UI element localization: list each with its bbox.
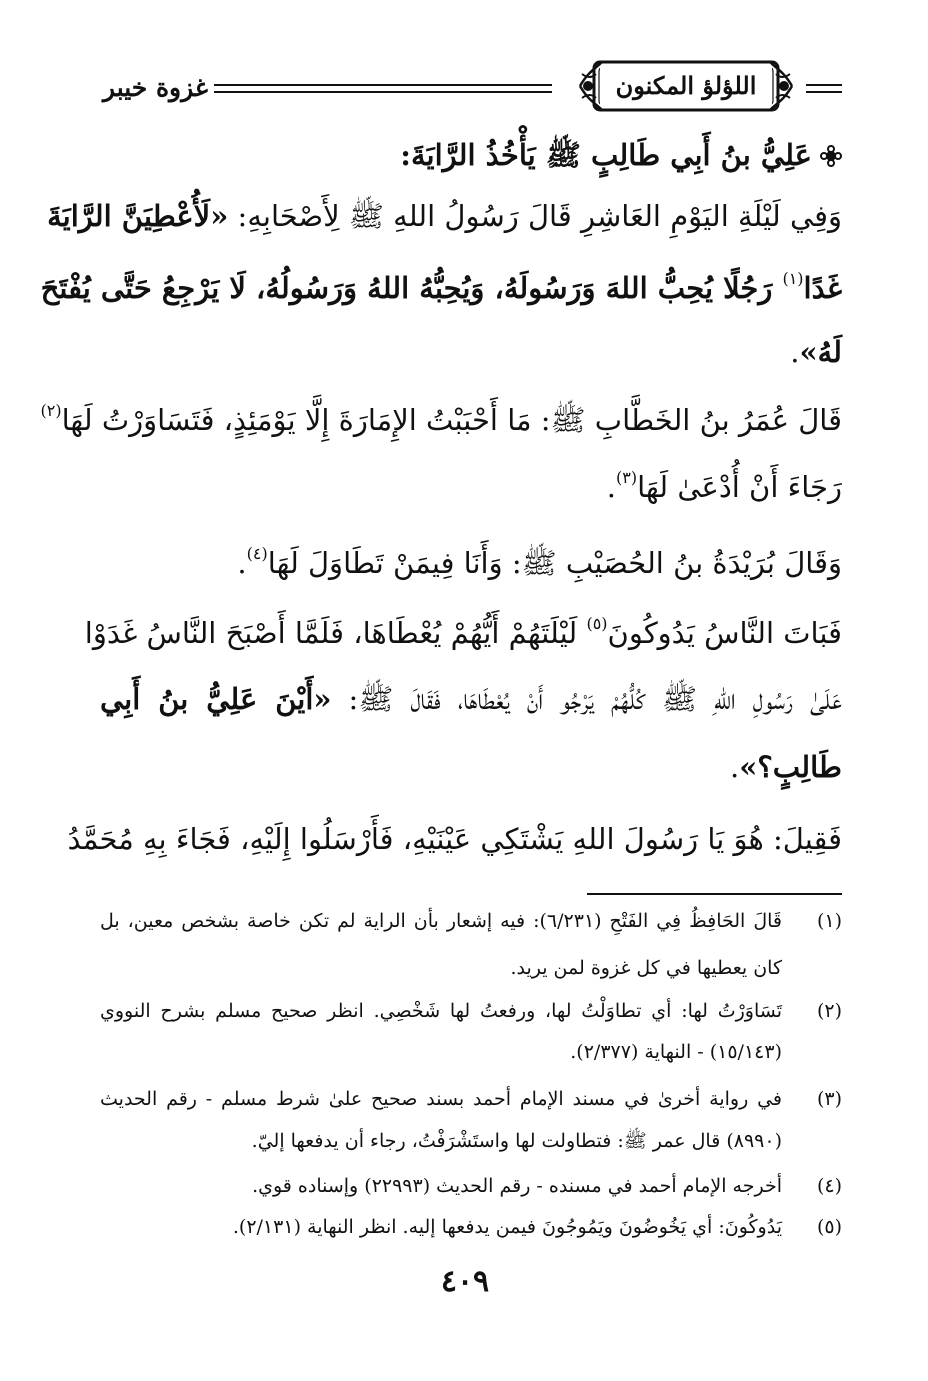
p4-l2-quote: «أَيْنَ عَلِيُّ بنُ أَبِي: [100, 682, 332, 716]
footnote-ref-2[interactable]: (٢): [40, 401, 62, 420]
p2-line-1: [40, 398, 842, 442]
p5-l1-text: فَقِيلَ: هُوَ يَا رَسُولَ اللهِ يَشْتَكِي عَيْنَيْهِ، فَأَرْسَلُوا إِلَيْهِ، فَجَاءَ بِهِ مُحَمَّدُ: [67, 822, 842, 856]
p4-l1-a: فَبَاتَ النَّاسُ يَدُوكُونَ: [607, 616, 842, 650]
footnote-separator: [587, 893, 842, 895]
p5-line-1: [67, 817, 842, 861]
book-title: اللؤلؤ المكنون: [600, 66, 772, 106]
footnote-2-number: (٢): [816, 1000, 842, 1022]
footnote-1-line-1: قَالَ الحَافِظُ فِي الفَتْحِ (٦/٢٣١): فيه إشعار بأن الراية لم تكن خاصة بشخص معين، بل: [100, 910, 782, 932]
p3-line-1: [237, 541, 842, 585]
chapter-title: غزوة خيبر: [102, 73, 208, 102]
p4-l3-quote: طَالِبٍ؟»: [739, 750, 842, 784]
footnote-3-line-2: (٨٩٩٠) قال عمر ﷺ: فتطاولت لها واستَشْرَفْتُ، رجاء أن يدفعها إليّ.: [251, 1130, 782, 1152]
p3-l1-text: وَقَالَ بُرَيْدَةُ بنُ الحُصَيْبِ ﷺ: وَأَنَا فِيمَنْ تَطَاوَلَ لَهَا: [267, 546, 842, 580]
p4-l3-end: .: [730, 750, 740, 784]
p1-l1-plain: وَفِي لَيْلَةِ اليَوْمِ العَاشِرِ قَالَ رَسُولُ اللهِ ﷺ لِأَصْحَابِهِ:: [228, 199, 842, 233]
footnote-2-line-1: تَسَاوَرْتُ لها: أي تطاوَلْتُ لها، ورفعتُ لها شَخْصِي. انظر صحيح مسلم بشرح النووي: [100, 1000, 782, 1022]
flower-bullet-icon: [820, 145, 842, 167]
p4-line-2: [100, 677, 842, 721]
footnote-4-number: (٤): [816, 1175, 842, 1197]
p4-l1-b: لَيْلَتَهُمْ أَيُّهُمْ يُعْطَاهَا، فَلَمَّا أَصْبَحَ النَّاسُ غَدَوْا: [84, 616, 587, 650]
p1-line-2: [40, 266, 842, 310]
page-number: ٤٠٩: [440, 1264, 490, 1299]
footnote-5-number: (٥): [816, 1216, 842, 1238]
p2-line-2: [607, 465, 842, 509]
p1-l3-end: .: [790, 335, 800, 369]
p1-l2-quote-a: غَدًا: [803, 271, 842, 305]
p1-l1-quote: «لَأُعْطِيَنَّ الرَّايَةَ: [47, 199, 229, 233]
p1-line-1: [47, 194, 842, 238]
p1-l2-quote-b: رَجُلًا يُحِبُّ اللهَ وَرَسُولَهُ، وَيُحِبُّهُ اللهُ وَرَسُولُهُ، لَا يَرْجِعُ حَتَّى يُفْتَحَ: [40, 271, 783, 305]
p1-l3-quote: لَهُ»: [799, 335, 842, 369]
footnote-2-line-2: (١٥/١٤٣) - النهاية (٢/٣٧٧).: [570, 1041, 782, 1063]
footnote-1-line-2: كان يعطيها في كل غزوة لمن يريد.: [510, 957, 782, 979]
p2-l2-end: .: [606, 470, 616, 504]
footnote-3-number: (٣): [816, 1088, 842, 1110]
p2-l1-text: قَالَ عُمَرُ بنُ الخَطَّابِ ﷺ: مَا أَحْبَبْتُ الإِمَارَةَ إِلَّا يَوْمَئِذٍ، فَتَسَاوَرْتُ لَهَا: [61, 403, 842, 437]
p2-l2-text: رَجَاءَ أَنْ أُدْعَىٰ لَهَا: [637, 470, 842, 504]
footnote-ref-5[interactable]: (٥): [586, 614, 608, 633]
footnote-3-line-1: في رواية أخرىٰ في مسند الإمام أحمد بسند صحيح علىٰ شرط مسلم - رقم الحديث: [100, 1088, 782, 1110]
running-header: [96, 50, 841, 130]
footnote-4-line-1: أخرجه الإمام أحمد في مسنده - رقم الحديث (٢٢٩٩٣) وإسناده قوي.: [252, 1175, 782, 1197]
footnote-ref-1[interactable]: (١): [782, 269, 804, 288]
footnote-5-line-1: يَدُوكُونَ: أي يَخُوضُونَ ويَمُوجُونَ فيمن يدفعها إليه. انظر النهاية (٢/١٣١).: [232, 1216, 782, 1238]
p4-l2-plain: عَلَىٰ رَسُولِ اللهِ ﷺ كُلُّهُمْ يَرْجُو أَنْ يُعْطَاهَا، فَقَالَ ﷺ:: [331, 682, 842, 716]
heading-text: عَلِيُّ بنُ أَبِي طَالِبٍ ﷺ يَأْخُذُ الرَّايَةَ:: [400, 138, 812, 172]
footnote-ref-4[interactable]: (٤): [246, 544, 268, 563]
title-cartouche: [578, 54, 794, 118]
p1-line-3: [790, 330, 842, 374]
p3-l1-end: .: [237, 546, 247, 580]
p4-line-1: [84, 611, 842, 655]
p4-line-3: [730, 745, 842, 789]
header-rule-right: [806, 84, 842, 93]
footnote-ref-3[interactable]: (٣): [616, 468, 638, 487]
footnote-1-number: (١): [816, 910, 842, 932]
header-rule-left: [214, 84, 552, 93]
section-heading: [92, 133, 842, 177]
